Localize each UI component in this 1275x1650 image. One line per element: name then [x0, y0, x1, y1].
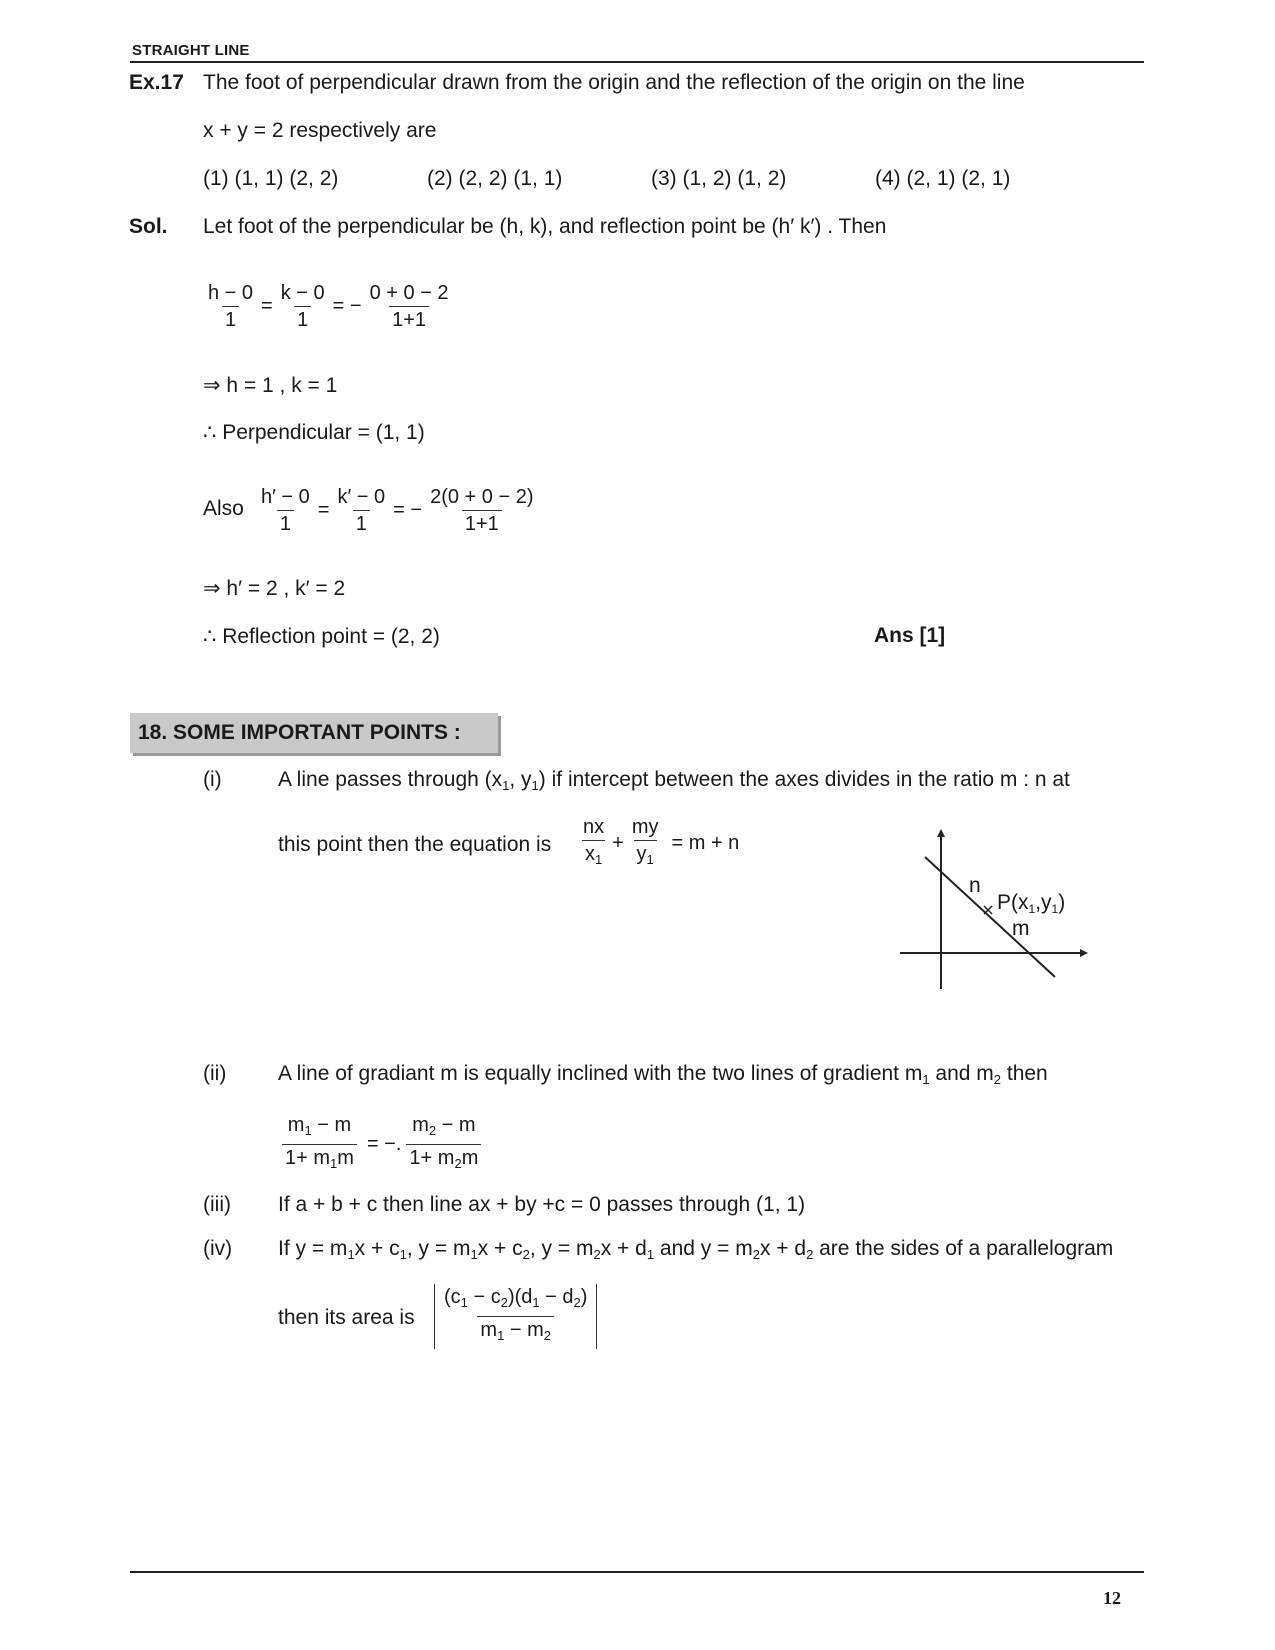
reflection-result: ∴ Reflection point = (2, 2)	[203, 625, 440, 648]
perpendicular-result: ∴ Perpendicular = (1, 1)	[203, 421, 425, 444]
fraction-rhs-2: $\frac{2(0 + 0 - 2)}{1+1}$	[430, 486, 534, 535]
equation-2: $\frac{h' - 0}{1}$ = $\frac{k' - 0}{1}$ = − $\frac{2(0 + 0 - 2)}{1+1}$	[256, 484, 538, 537]
point-ii-equation: $\frac{m_1 - m}{1+ m_1m}$ = −. $\frac{m_2 - m}{1+ m_2m}$	[280, 1112, 483, 1177]
point-iii-number: (iii)	[203, 1193, 231, 1216]
option-2: (2) (2, 2) (1, 1)	[427, 167, 563, 190]
question-line-2: x + y = 2 respectively are	[203, 119, 437, 142]
answer-label: Ans [1]	[874, 624, 946, 647]
option-4: (4) (2, 1) (2, 1)	[875, 167, 1011, 190]
result-hk-prime: ⇒ h′ = 2 , k′ = 2	[203, 577, 346, 600]
y-axis-arrow	[937, 829, 945, 837]
question-line-1: The foot of perpendicular drawn from the origin and the reflection of the origin on the line	[203, 71, 1025, 94]
inclined-line	[925, 857, 1055, 977]
fraction-k-prime: $\frac{k' - 0}{1}$	[337, 486, 386, 535]
header-rule	[130, 61, 1144, 63]
label-p: P(x1,y1)	[997, 891, 1066, 916]
point-iv-line2: then its area is	[278, 1306, 415, 1329]
running-header: STRAIGHT LINE	[132, 42, 250, 59]
label-m: m	[1012, 917, 1030, 940]
point-i-equation: $\frac{nx}{x_1}$ + $\frac{my}{y_1}$ = m + n	[578, 814, 742, 873]
intercept-diagram	[895, 825, 1095, 997]
example-label: Ex.17	[129, 71, 184, 94]
x-axis-arrow	[1080, 949, 1088, 957]
option-1: (1) (1, 1) (2, 2)	[203, 167, 339, 190]
label-n: n	[969, 874, 981, 897]
page-number: 12	[1103, 1588, 1121, 1608]
point-iv-number: (iv)	[203, 1237, 233, 1260]
fraction-rhs: $\frac{0 + 0 - 2}{1+1}$	[369, 282, 449, 331]
footer-rule	[130, 1571, 1144, 1573]
area-formula: $\frac{(c_1 - c_2)(d_1 - d_2)}{m_1 - m_2}$	[434, 1284, 597, 1349]
point-i-number: (i)	[203, 768, 222, 791]
fraction-h-prime: $\frac{h' - 0}{1}$	[261, 486, 310, 535]
point-i-line2: this point then the equation is	[278, 833, 552, 856]
point-iii-text: If a + b + c then line ax + by +c = 0 passes through (1, 1)	[278, 1193, 806, 1216]
also-label: Also	[203, 497, 244, 520]
option-3: (3) (1, 2) (1, 2)	[651, 167, 787, 190]
solution-intro: Let foot of the perpendicular be (h, k), and reflection point be (h′ k′) . Then	[203, 215, 887, 238]
point-iv-text: If $y = m_1x + c_1$, $y = m_1x + c_2$, $y = m_2x + d_1$ and $y = m_2x + d_2$ are the sides of a parallelogram	[278, 1237, 1114, 1262]
fraction-k: $\frac{k - 0}{1}$	[280, 282, 325, 331]
solution-label: Sol.	[129, 215, 168, 238]
fraction-h: $\frac{h - 0}{1}$	[208, 282, 254, 331]
result-hk: ⇒ h = 1 , k = 1	[203, 374, 338, 397]
point-i-text: A line passes through ($x_1$, $y_1$) if intercept between the axes divides in the ratio m : n at	[278, 768, 1070, 793]
point-ii-number: (ii)	[203, 1062, 227, 1085]
point-ii-text: A line of gradiant m is equally inclined with the two lines of gradient $m_1$ and $m_2$ then	[278, 1062, 1048, 1087]
section-title: 18. SOME IMPORTANT POINTS :	[138, 721, 461, 744]
equation-1: $\frac{h - 0}{1}$ = $\frac{k - 0}{1}$ = − $\frac{0 + 0 - 2}{1+1}$	[203, 280, 454, 333]
